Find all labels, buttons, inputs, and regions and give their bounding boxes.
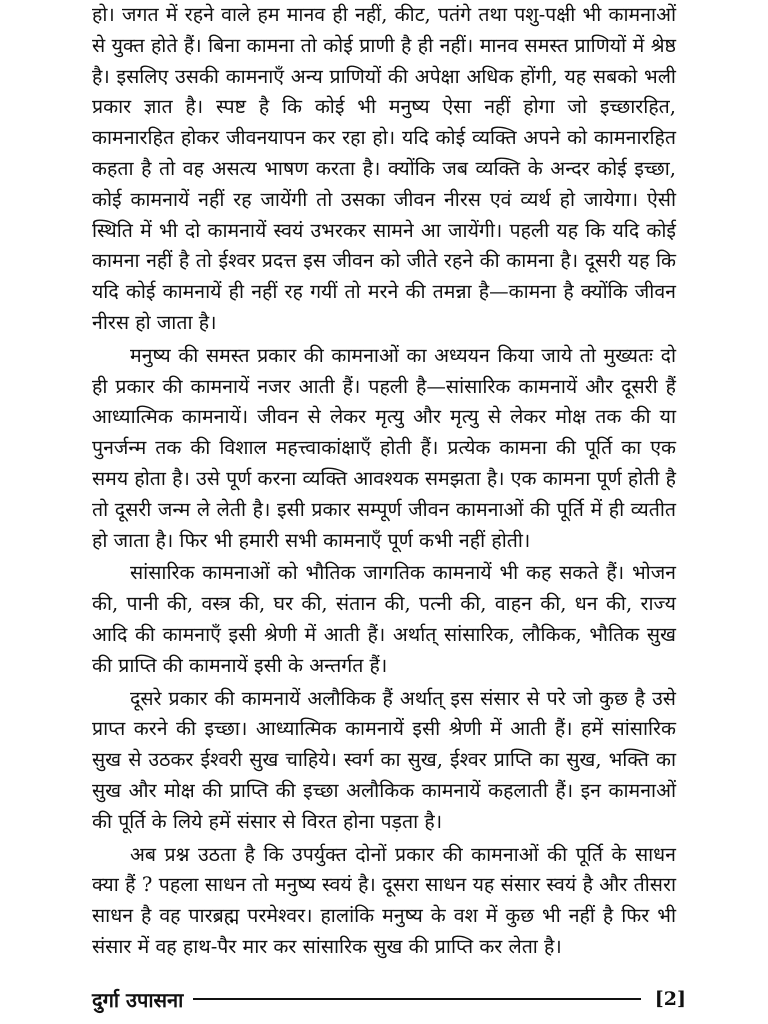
body-text: [92, 0, 676, 963]
page-footer: [92, 982, 686, 1016]
paragraph-2: मनुष्य की समस्त प्रकार की कामनाओं का अध्ययन किया जाये तो मुख्यतः दो ही प्रकार की कामनायें नजर आती हैं। पहली है—सांसारिक कामनायें और दूसरी हैं आध्यात्मिक कामनायें। जीवन से लेकर मृत्यु और मृत्यु से लेकर मोक्ष तक की या पुनर्जन्म तक की विशाल महत्त्वाकांक्षाएँ होती हैं। प्रत्येक कामना की पूर्ति का एक समय होता है। उसे पूर्ण करना व्यक्ति आवश्यक समझता है। एक कामना पूर्ण होती है तो दूसरी जन्म ले लेती है। इसी प्रकार सम्पूर्ण जीवन कामनाओं की पूर्ति में ही व्यतीत हो जाता है। फिर भी हमारी सभी कामनाएँ पूर्ण कभी नहीं होती।: [92, 343, 676, 552]
paragraph-1: हो। जगत में रहने वाले हम मानव ही नहीं, कीट, पतंगे तथा पशु-पक्षी भी कामनाओं से युक्त होते हैं। बिना कामना तो कोई प्राणी है ही नहीं। मानव समस्त प्राणियों में श्रेष्ठ है। इसलिए उसकी कामनाएँ अन्य प्राणियों की अपेक्षा अधिक होंगी, यह सबको भली प्रकार ज्ञात है। स्पष्ट है कि कोई भी मनुष्य ऐसा नहीं होगा जो इच्छारहित, कामनारहित होकर जीवनयापन कर रहा हो। यदि कोई व्यक्ति अपने को कामनारहित कहता है तो वह असत्य भाषण करता है। क्योंकि जब व्यक्ति के अन्दर कोई इच्छा, कोई कामनायें नहीं रह जायेंगी तो उसका जीवन नीरस एवं व्यर्थ हो जायेगा। ऐसी स्थिति में भी दो कामनायें स्वयं उभरकर सामने आ जायेंगी। पहली यह कि यदि कोई कामना नहीं है तो ईश्वर प्रदत्त इस जीवन को जीते रहने की कामना है। दूसरी यह कि यदि कोई कामनायें ही नहीं रह गयीं तो मरने की तमन्ना है—कामना है क्योंकि जीवन नीरस हो जाता है।: [92, 3, 676, 334]
footer-divider: [193, 998, 640, 1000]
paragraph-4: दूसरे प्रकार की कामनायें अलौकिक हैं अर्थात् इस संसार से परे जो कुछ है उसे प्राप्त करने की इच्छा। आध्यात्मिक कामनायें इसी श्रेणी में आती हैं। हमें सांसारिक सुख से उठकर ईश्वरी सुख चाहिये। स्वर्ग का सुख, ईश्वर प्राप्ति का सुख, भक्ति का सुख और मोक्ष की प्राप्ति की इच्छा अलौकिक कामनायें कहलाती हैं। इन कामनाओं की पूर्ति के लिये हमें संसार से विरत होना पड़ता है।: [92, 686, 676, 833]
paragraph-3: सांसारिक कामनाओं को भौतिक जागतिक कामनायें भी कह सकते हैं। भोजन की, पानी की, वस्त्र की, घर की, संतान की, पत्नी की, वाहन की, धन की, राज्य आदि की कामनाएँ इसी श्रेणी में आती हैं। अर्थात् सांसारिक, लौकिक, भौतिक सुख की प्राप्ति की कामनायें इसी के अन्तर्गत हैं।: [92, 561, 676, 677]
paragraph-5: अब प्रश्न उठता है कि उपर्युक्त दोनों प्रकार की कामनाओं की पूर्ति के साधन क्या हैं ? पहला साधन तो मनुष्य स्वयं है। दूसरा साधन यह संसार स्वयं है और तीसरा साधन है वह पारब्रह्म परमेश्वर। हालांकि मनुष्य के वश में कुछ भी नहीं है फिर भी संसार में वह हाथ-पैर मार कर सांसारिक सुख की प्राप्ति कर लेता है।: [92, 842, 676, 958]
footer-page-number: [2]: [654, 988, 686, 1010]
footer-book-title: दुर्गा उपासना: [92, 987, 184, 1012]
